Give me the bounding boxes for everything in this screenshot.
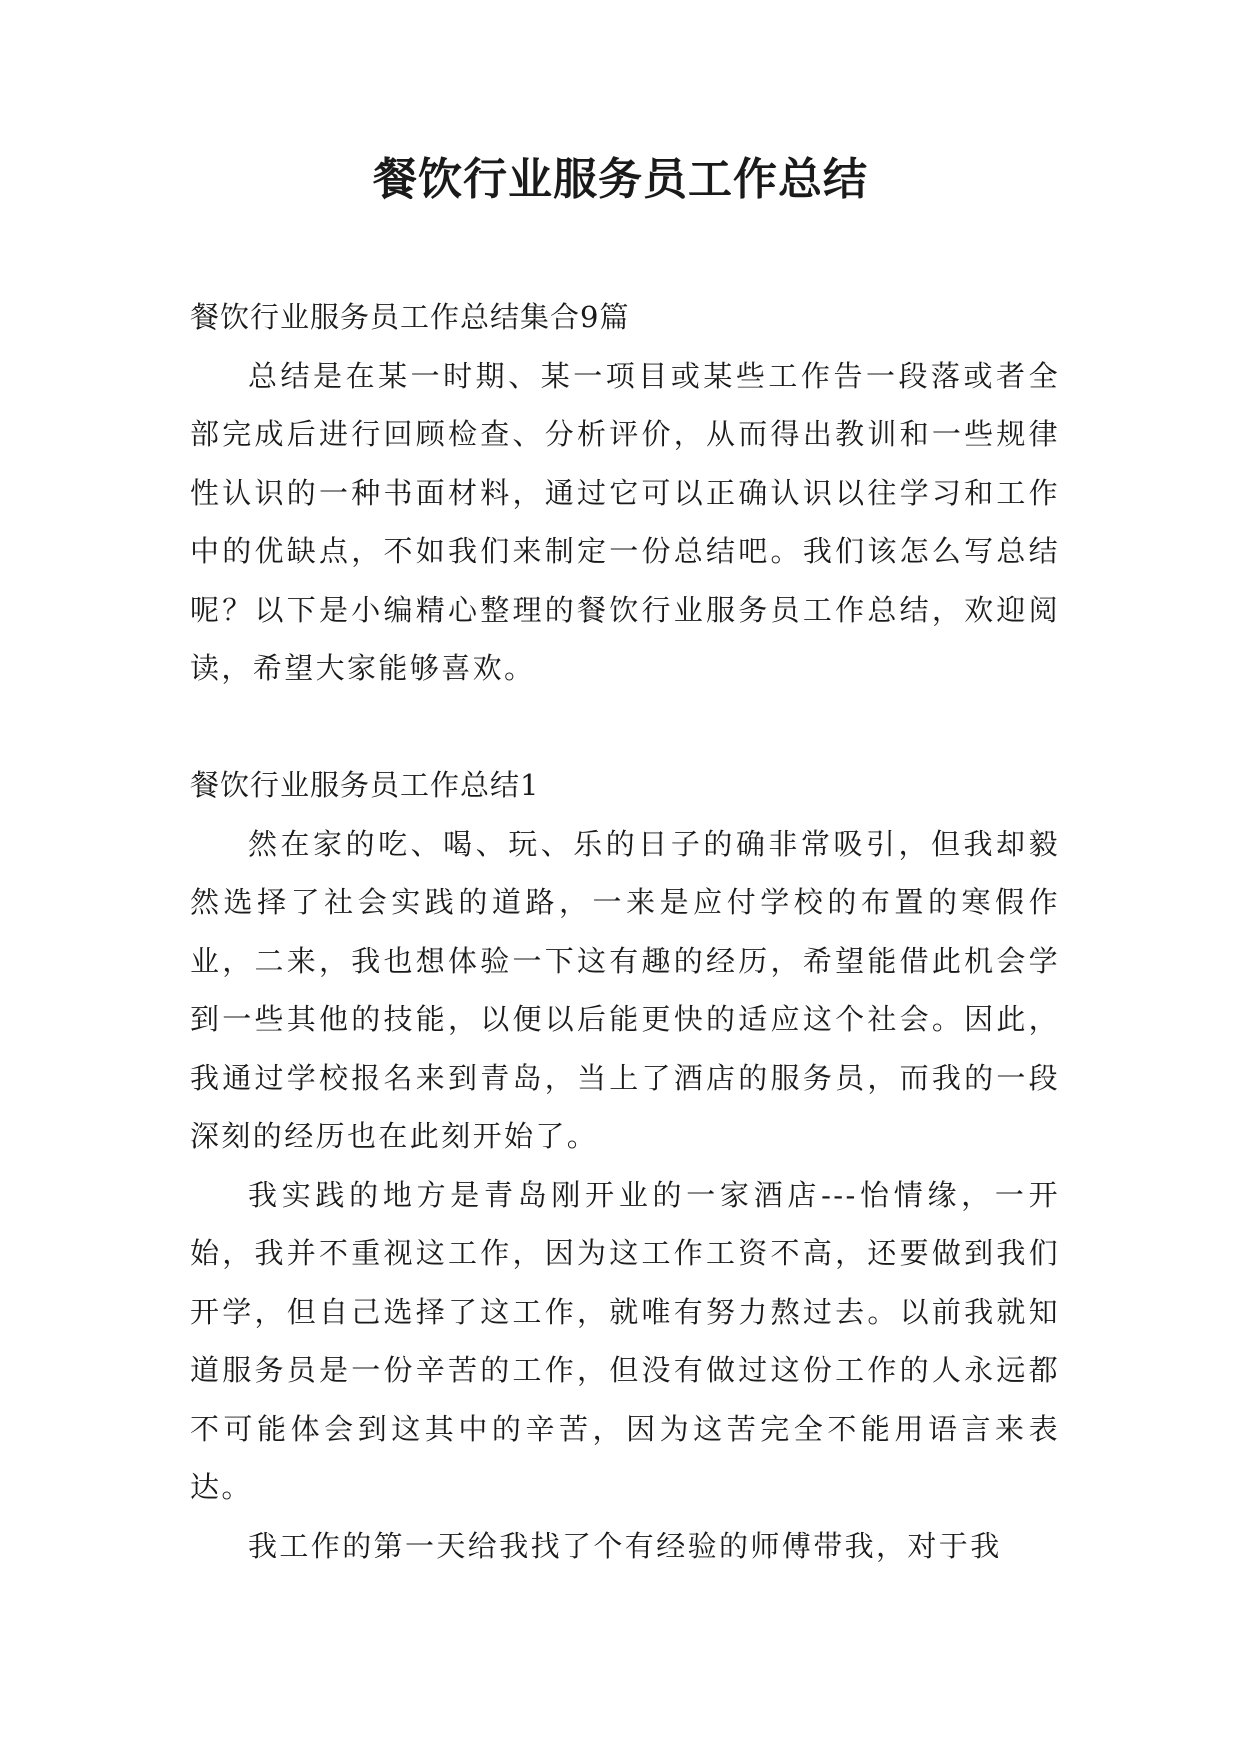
section-paragraph-2: 我实践的地方是青岛刚开业的一家酒店---怡情缘，一开始，我并不重视这工作，因为这工作工资不高，还要做到我们开学，但自己选择了这工作，就唯有努力熬过去。以前我就知道服务员是一份辛苦的工作，但没有做过这份工作的人永远都不可能体会到这其中的辛苦，因为这苦完全不能用语言来表达。 — [190, 1177, 1060, 1504]
document-body — [190, 288, 1060, 1575]
document-title: 餐饮行业服务员工作总结 — [373, 154, 868, 205]
intro-heading: 餐饮行业服务员工作总结集合9篇 — [190, 300, 630, 334]
section-heading: 餐饮行业服务员工作总结1 — [190, 768, 540, 802]
intro-paragraph: 总结是在某一时期、某一项目或某些工作告一段落或者全部完成后进行回顾检查、分析评价，从而得出教训和一些规律性认识的一种书面材料，通过它可以正确认识以往学习和工作中的优缺点，不如我们来制定一份总结吧。我们该怎么写总结呢？以下是小编精心整理的餐饮行业服务员工作总结，欢迎阅读，希望大家能够喜欢。 — [190, 358, 1060, 685]
section-spacer — [190, 698, 1060, 757]
section-paragraph-3: 我工作的第一天给我找了个有经验的师傅带我，对于我 — [248, 1528, 1002, 1563]
section-paragraph-1: 然在家的吃、喝、玩、乐的日子的确非常吸引，但我却毅然选择了社会实践的道路，一来是应付学校的布置的寒假作业，二来，我也想体验一下这有趣的经历，希望能借此机会学到一些其他的技能，以便以后能更快的适应这个社会。因此，我通过学校报名来到青岛，当上了酒店的服务员，而我的一段深刻的经历也在此刻开始了。 — [190, 826, 1060, 1153]
